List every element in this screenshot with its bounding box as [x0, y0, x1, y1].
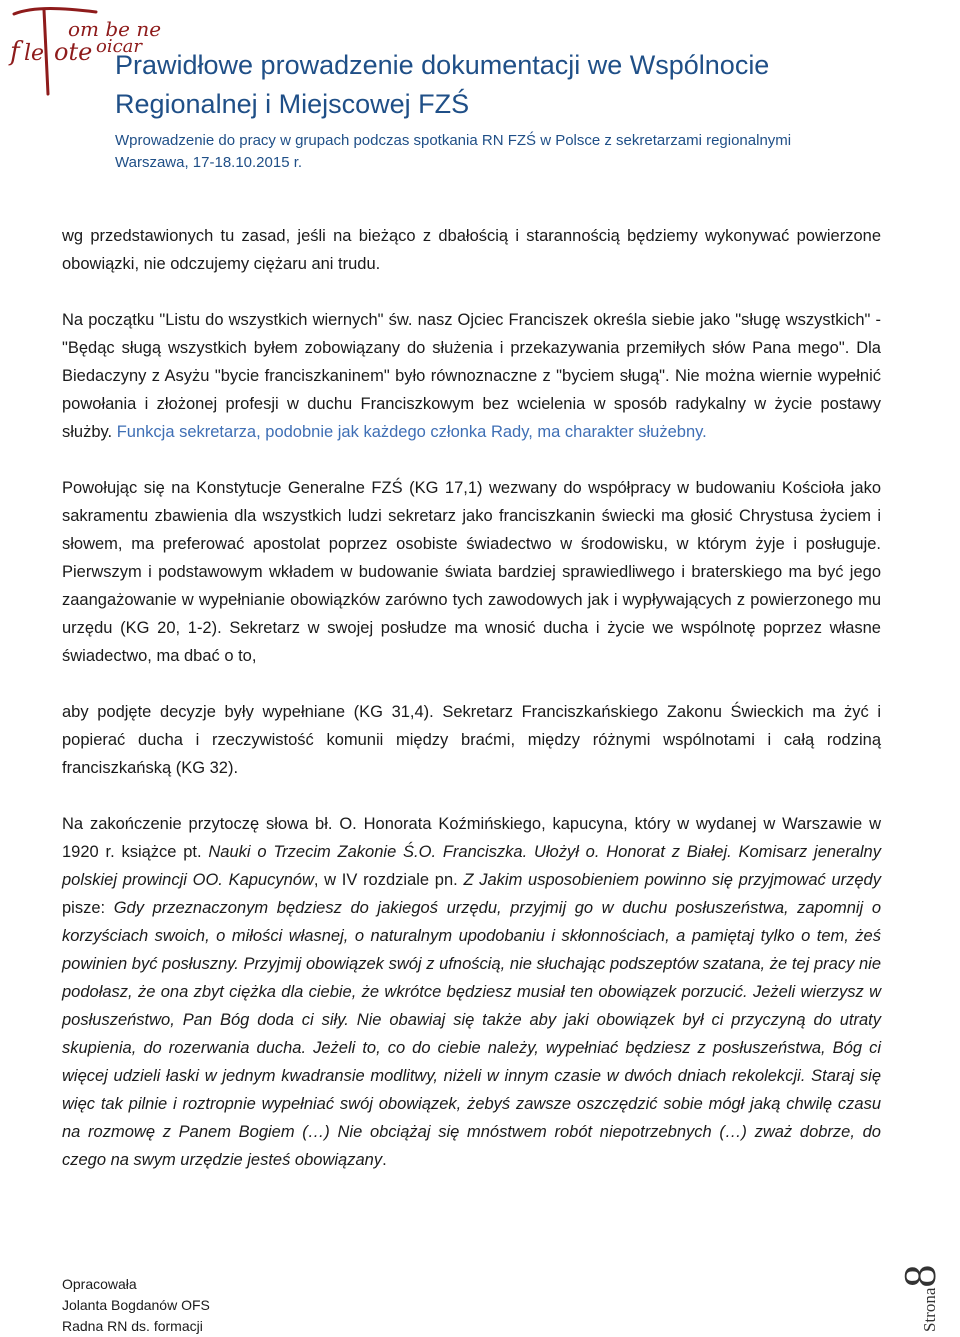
paragraph-5-text-a: Na zakończenie przytoczę słowa bł. O. Honorata Koźmińskiego, kapucyna, który w wydanej w Warszawie w 1920 r. książce pt.	[62, 815, 881, 861]
paragraph-4: aby podjęte decyzje były wypełniane (KG 31,4). Sekretarz Franciszkańskiego Zakonu Świeckich ma żyć i popierać ducha i rzeczywistość komunii między braćmi, między różnymi wspólnotami i całą rodziną franciszkańską (KG 32).	[62, 703, 881, 777]
paragraph-5-end: .	[382, 1151, 387, 1169]
svg-text:ote: ote	[54, 38, 93, 66]
document-header	[115, 46, 935, 174]
date-line: Warszawa, 17-18.10.2015 r.	[115, 154, 303, 171]
svg-text:oicar: oicar	[96, 36, 143, 57]
paragraph-3: Powołując się na Konstytucje Generalne FZŚ (KG 17,1) wezwany do współpracy w budowaniu Kościoła jako sakramentu zbawienia dla wszystkich ludzi sekretarz jako franciszkanin świecki ma głosić Chrystusa życiem i słowem, ma preferować apostolat poprzez osobiste świadectwo w środowisku, w którym żyje i posługuje. Pierwszym i podstawowym wkładem w budowanie świata bardziej sprawiedliwego i braterskiego ma być jego zaangażowanie w wypełnianie obowiązków zarówno tych zawodowych jak i wypływających z powierzonego mu urzędu (KG 20, 1-2). Sekretarz w swojej posłudze ma wnosić ducha i życie we wspólnotę poprzez własne świadectwo, ma dbać o to,	[62, 479, 881, 665]
svg-text:le: le	[24, 41, 45, 66]
footer-author: Jolanta Bogdanów OFS	[62, 1297, 210, 1313]
document-body	[62, 222, 881, 1174]
author-footer	[62, 1274, 210, 1337]
title-line-1: Prawidłowe prowadzenie dokumentacji we Wspólnocie	[115, 50, 770, 80]
svg-text:f: f	[10, 37, 20, 67]
page-number-value: 8	[894, 1264, 945, 1288]
page-label: Strona	[920, 1287, 939, 1332]
page-number	[894, 1264, 945, 1332]
paragraph-2-text-a: Na początku "Listu do wszystkich wiernych" św. nasz Ojciec Franciszek określa siebie jako "sługę wszystkich" - "Będąc sługą wszystkich byłem zobowiązany do służenia i przekazywania przemiłych słów Pana mego". Dla Biedaczyny z Asyżu "bycie franciszkaninem" było równoznaczne z "byciem sługą".	[62, 311, 881, 385]
paragraph-5-text-e: pisze:	[62, 899, 106, 917]
book-title: Nauki o Trzecim Zakonie Ś.O. Franciszka. Ułożył o. Honorat z Białej. Komisarz jeneralny polskiej prowincji OO. Kapucynów	[62, 843, 881, 889]
title-line-2: Regionalnej i Miejscowej FZŚ	[115, 89, 470, 119]
paragraph-5-text-c: , w IV rozdziale pn.	[313, 871, 458, 889]
paragraph-2	[62, 306, 881, 446]
footer-prepared-by: Opracowała	[62, 1276, 137, 1292]
paragraph-2-text-b: Nie można wiernie wypełnić powołania i złożonej profesji w duchu Franciszkowym bez wcielenia w sposób radykalny w życie postawy służby.	[62, 367, 881, 441]
footer-role: Radna RN ds. formacji	[62, 1318, 203, 1334]
subtitle: Wprowadzenie do pracy w grupach podczas spotkania RN FZŚ w Polsce z sekretarzami regionalnymi	[115, 132, 792, 149]
paragraph-1: wg przedstawionych tu zasad, jeśli na bieżąco z dbałością i starannością będziemy wykonywać powierzone obowiązki, nie odczujemy ciężaru ani trudu.	[62, 227, 881, 273]
quotation: Gdy przeznaczonym będziesz do jakiegoś urzędu, przyjmij go w duchu posłuszeństwa, zapomnij o korzyściach swoich, o miłości własnej, o naturalnym upodobaniu i skłonnościach, a pamiętaj tylko o tem, żeś powinien być posłuszny. Przyjmij obowiązek swój z ufnością, nie słuchając podszeptów szatana, że tej pracy nie podołasz, że ona zbyt ciężka dla ciebie, że wkrótce będziesz musiał ten obowiązek porzucić. Jeżeli wierzysz w posłuszeństwo, Pan Bóg doda ci siły. Nie obawiaj się także aby jaki obowiązek był ci przyczyną do utraty skupienia, do rozerwania duchа. Jeżeli to, co do ciebie należy, wypełniać będziesz z posłuszeństwa, Bóg ci więcej udzieli łaski w jednym kwadransie modlitwy, niżeli w innym czasie w dwóch dniach rekolekcji. Staraj się więc tak pilnie i roztropnie wypełniać swój obowiązek, żebyś zawsze oszczędzić sobie mógł jaką chwilę czasu na rozmowę z Panem Bogiem (…) Nie obciążaj się mnóstwem robót niepotrzebnych (…) zważ dobrze, do czego na swym urzędzie jesteś obowiązany	[62, 899, 881, 1169]
page-title	[115, 46, 935, 124]
paragraph-2-highlight: Funkcja sekretarza, podobnie jak każdego członka Rady, ma charakter służebny.	[112, 423, 707, 441]
chapter-title: Z Jakim usposobieniem powinno się przyjmować urzędy	[457, 871, 881, 889]
paragraph-5	[62, 810, 881, 1174]
svg-text:om be ne: om be ne	[68, 17, 162, 41]
